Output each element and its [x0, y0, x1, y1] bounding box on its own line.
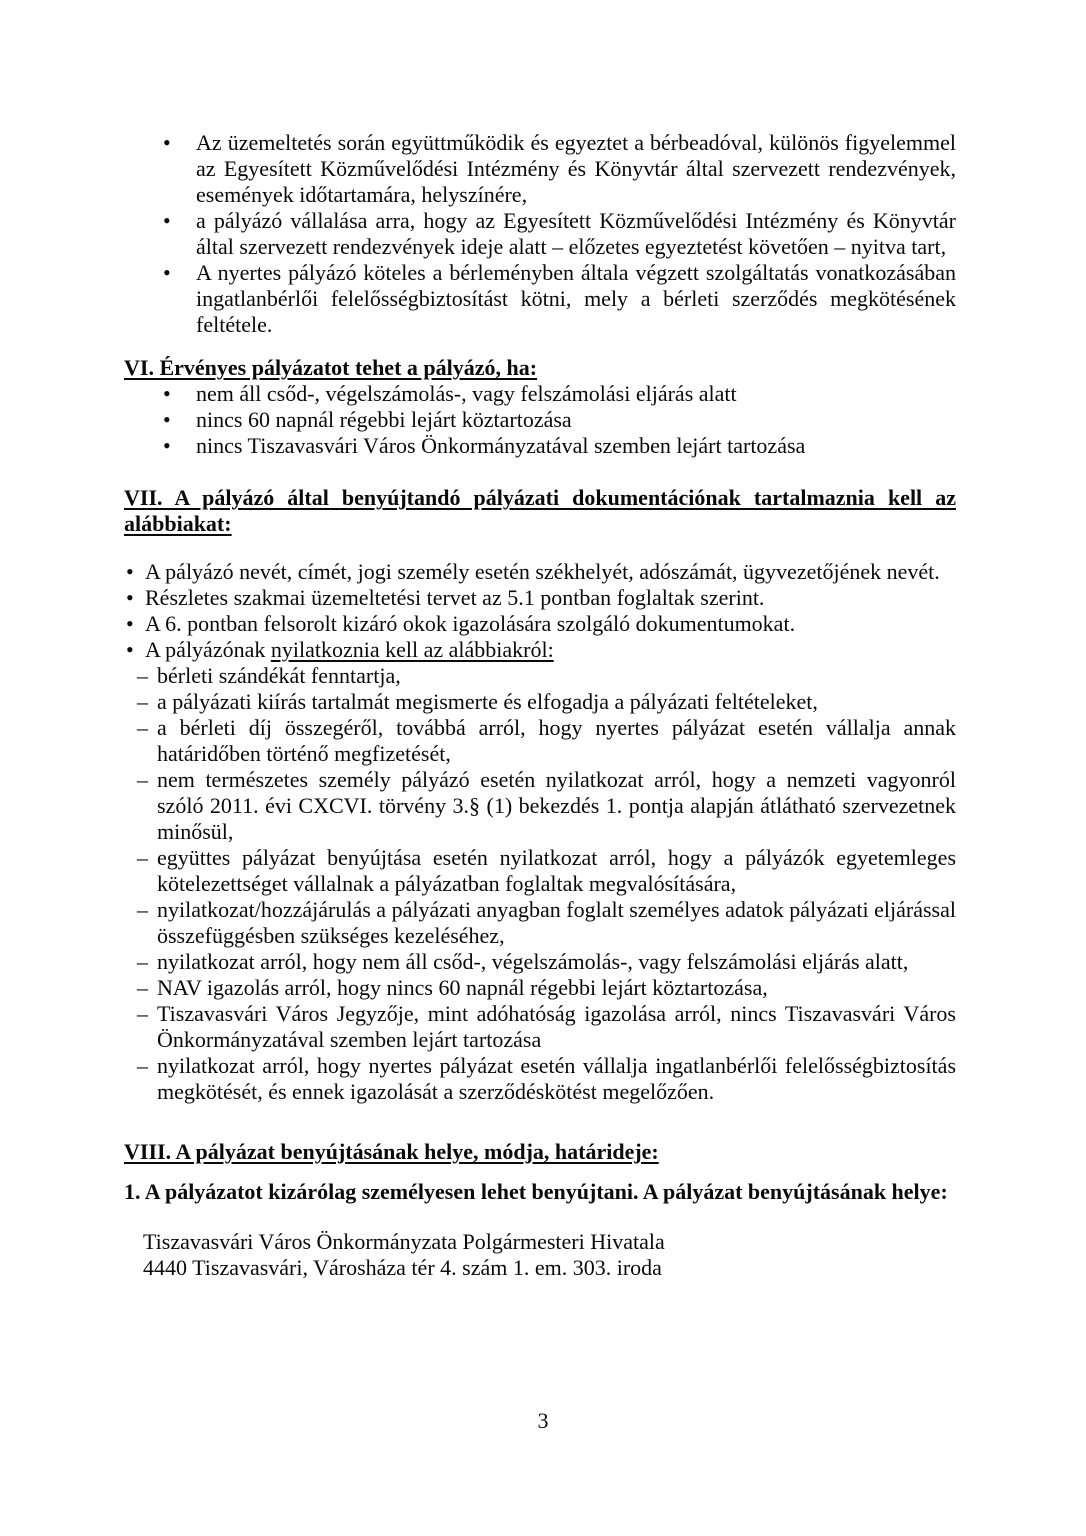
list-item: – a bérleti díj összegéről, továbbá arról, hogy nyertes pályázat esetén vállalja annak határidőben történő megfizetését,: [124, 715, 956, 767]
declaration-intro-underlined: nyilatkoznia kell az alábbiakról:: [270, 637, 554, 662]
section-vii-heading: [124, 485, 956, 537]
list-item: – nyilatkozat/hozzájárulás a pályázati anyagban foglalt személyes adatok pályázati eljárással összefüggésben szükséges kezeléséhez,: [124, 897, 956, 949]
list-item: – együttes pályázat benyújtása esetén nyilatkozat arról, hogy a pályázók egyetemleges kötelezettséget vállalnak a pályázatban foglaltak megvalósítására,: [124, 845, 956, 897]
section-vii-bullet-list: [124, 559, 956, 663]
section-vi-list: [124, 381, 956, 459]
list-item: • A 6. pontban felsorolt kizáró okok igazolására szolgáló dokumentumokat.: [124, 611, 956, 637]
submission-address: [124, 1229, 956, 1281]
list-item: • a pályázó vállalása arra, hogy az Egyesített Közművelődési Intézmény és Könyvtár által szervezett rendezvények ideje alatt – előzetes egyeztetést követően – nyitva tart,: [124, 208, 956, 260]
section-viii-heading: VIII. A pályázat benyújtásának helye, módja, határideje:: [124, 1139, 659, 1164]
section-vii-declaration-list: [124, 663, 956, 1105]
address-line: Tiszavasvári Város Önkormányzata Polgármesteri Hivatala: [143, 1229, 665, 1254]
list-item: – nem természetes személy pályázó esetén nyilatkozat arról, hogy a nemzeti vagyonról szóló 2011. évi CXCVI. törvény 3.§ (1) bekezdés 1. pontja alapján átlátható szervezetnek minősül,: [124, 767, 956, 845]
intro-bullet-list: [124, 130, 956, 338]
list-item: • nem áll csőd-, végelszámolás-, vagy felszámolási eljárás alatt: [124, 381, 956, 407]
list-item: • A pályázó nevét, címét, jogi személy esetén székhelyét, adószámát, ügyvezetőjének nevét.: [124, 559, 956, 585]
section-vii-heading-line2: alábbiakat:: [124, 511, 232, 536]
declaration-intro-prefix: A pályázónak: [145, 637, 271, 662]
list-item: • Részletes szakmai üzemeltetési tervet az 5.1 pontban foglaltak szerint.: [124, 585, 956, 611]
list-item: – NAV igazolás arról, hogy nincs 60 napnál régebbi lejárt köztartozása,: [124, 975, 956, 1001]
address-line: 4440 Tiszavasvári, Városháza tér 4. szám 1. em. 303. iroda: [143, 1255, 662, 1280]
section-vii-heading-line1: VII. A pályázó által benyújtandó pályázati dokumentációnak tartalmaznia kell az: [124, 485, 956, 510]
list-item: – nyilatkozat arról, hogy nyertes pályázat esetén vállalja ingatlanbérlői felelősségbiztosítás megkötését, és ennek igazolását a szerződéskötést megelőzően.: [124, 1053, 956, 1105]
list-item: – nyilatkozat arról, hogy nem áll csőd-, végelszámolás-, vagy felszámolási eljárás alatt,: [124, 949, 956, 975]
list-item: • Az üzemeltetés során együttműködik és egyeztet a bérbeadóval, különös figyelemmel az Egyesített Közművelődési Intézmény és Könyvtár által szervezett rendezvények, események időtartamára, helyszínére,: [124, 130, 956, 208]
section-vi-heading: VI. Érvényes pályázatot tehet a pályázó, ha:: [124, 355, 538, 380]
list-item: • nincs Tiszavasvári Város Önkormányzatával szemben lejárt tartozása: [124, 433, 956, 459]
list-item: – Tiszavasvári Város Jegyzője, mint adóhatóság igazolása arról, nincs Tiszavasvári Város Önkormányzatával szemben lejárt tartozása: [124, 1001, 956, 1053]
list-item: – bérleti szándékát fenntartja,: [124, 663, 956, 689]
list-item: • nincs 60 napnál régebbi lejárt köztartozása: [124, 407, 956, 433]
list-item-declaration-intro: [124, 637, 956, 663]
page-number: 3: [537, 1408, 549, 1433]
submission-instruction: 1. A pályázatot kizárólag személyesen lehet benyújtani. A pályázat benyújtásának helye:: [124, 1179, 948, 1204]
list-item: – a pályázati kiírás tartalmát megismerte és elfogadja a pályázati feltételeket,: [124, 689, 956, 715]
list-item: • A nyertes pályázó köteles a bérleményben általa végzett szolgáltatás vonatkozásában ingatlanbérlői felelősségbiztosítást kötni, mely a bérleti szerződés megkötésének feltétele.: [124, 260, 956, 338]
